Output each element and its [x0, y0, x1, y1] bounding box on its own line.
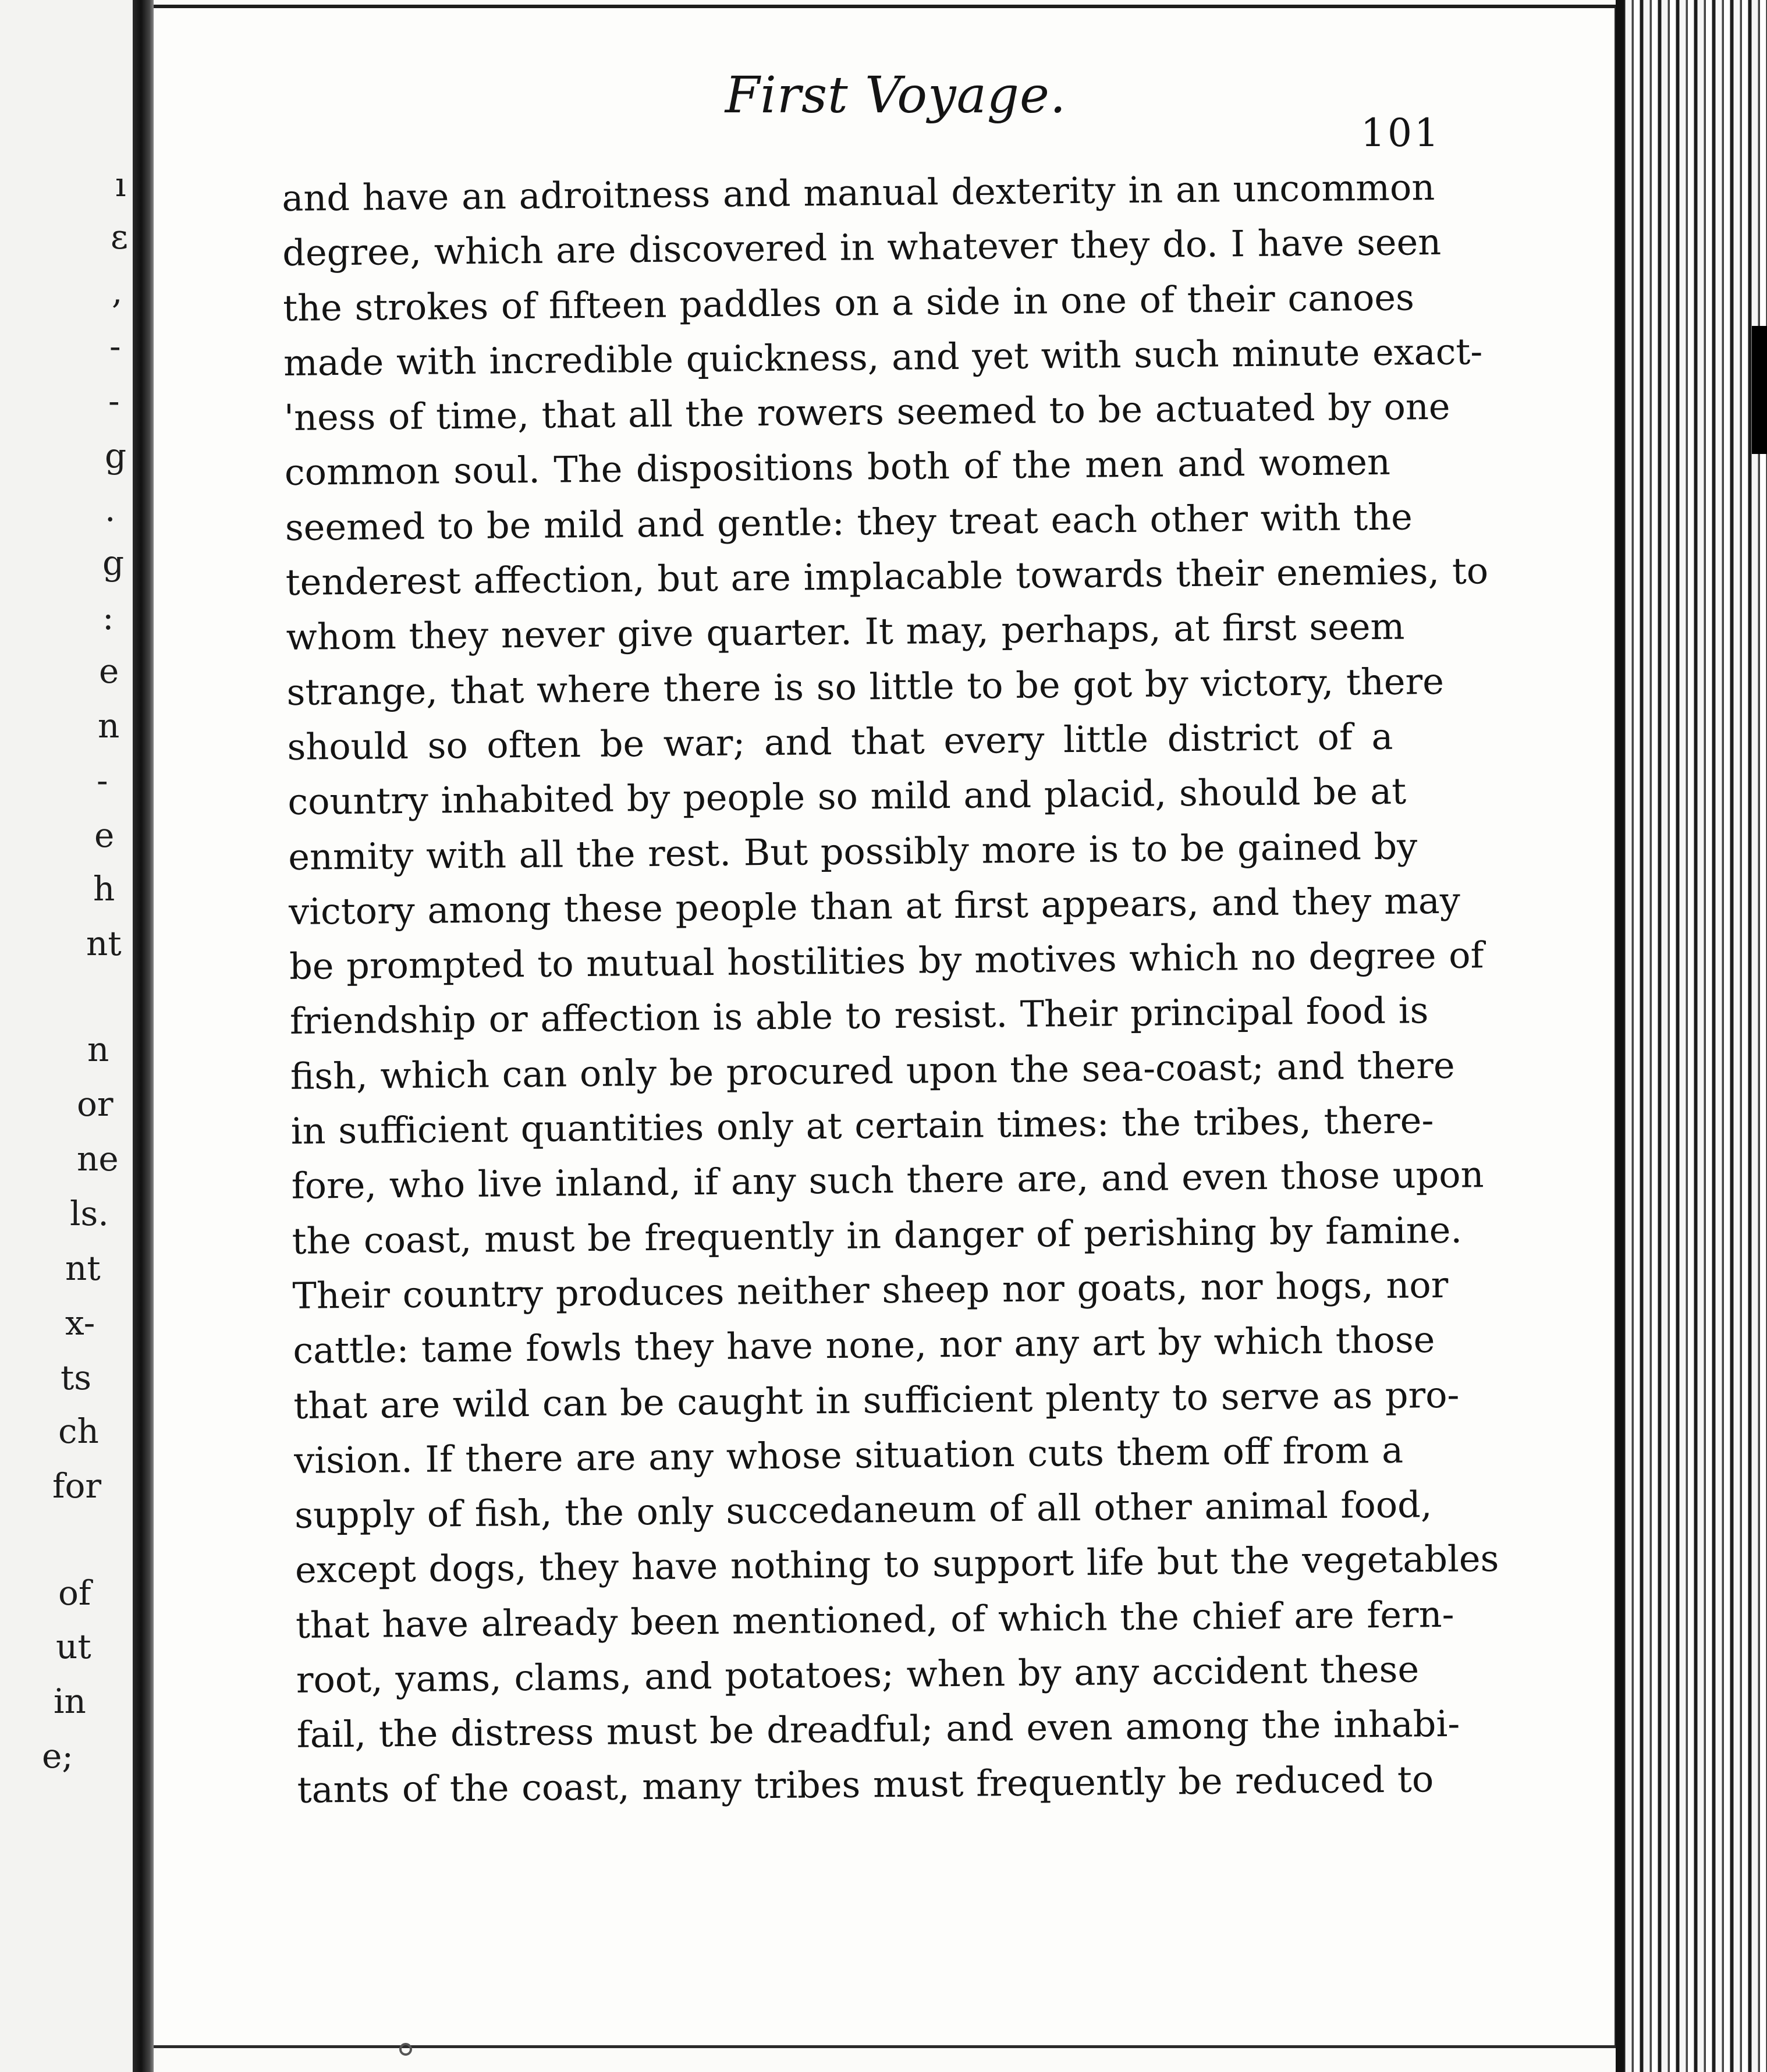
text-line: strange, that where there is so little to be got by victory, there: [286, 659, 1445, 714]
page-number: 101: [1361, 111, 1441, 155]
text-line: made with incredible quickness, and yet with such minute exact-: [283, 330, 1483, 384]
facing-page-fragment: ch: [58, 1411, 99, 1451]
book-binding-gutter: [133, 0, 154, 2072]
text-line: cattle: tame fowls they have none, nor any art by which those: [293, 1318, 1435, 1372]
facing-page-fragment: h: [93, 869, 115, 909]
facing-page-fragment: n: [87, 1030, 109, 1069]
facing-page-fragment: in: [54, 1681, 86, 1721]
text-line: Their country produces neither sheep nor goats, nor hogs, nor: [292, 1263, 1449, 1317]
text-line: tenderest affection, but are implacable towards their enemies, to: [285, 549, 1489, 604]
facing-page-fragment: -: [109, 327, 121, 366]
text-line: except dogs, they have nothing to support life but the vegetables: [294, 1537, 1499, 1592]
text-line: that are wild can be caught in sufficient plenty to serve as pro-: [293, 1373, 1460, 1427]
facing-page-fragment: g: [105, 436, 127, 476]
facing-page-fragment: for: [52, 1466, 102, 1506]
text-line: be prompted to mutual hostilities by motives which no degree of: [289, 934, 1484, 988]
facing-page-fragment: ts: [61, 1358, 92, 1397]
facing-page-fragment: or: [77, 1084, 113, 1124]
text-line: vision. If there are any whose situation cuts them off from a: [293, 1428, 1404, 1482]
facing-page-fragment: .: [105, 489, 116, 529]
text-line: whom they never give quarter. It may, perhaps, at first seem: [286, 605, 1405, 659]
facing-page-fragment: ne: [77, 1139, 119, 1179]
stacked-page-edges: [1616, 0, 1767, 2072]
text-line: enmity with all the rest. But possibly more is to be gained by: [288, 824, 1418, 878]
book-page: [154, 5, 1617, 2048]
text-line: and have an adroitness and manual dexterity in an uncommon: [282, 165, 1435, 219]
scan-dust-speck: [399, 2043, 412, 2056]
text-line: that have already been mentioned, of which the chief are fern-: [295, 1592, 1454, 1647]
text-line: the coast, must be frequently in danger of perishing by famine.: [292, 1208, 1463, 1262]
facing-page-fragment: nt: [65, 1248, 101, 1288]
facing-page-fragment: x-: [65, 1303, 95, 1343]
facing-page-fragment: e: [99, 651, 119, 691]
text-line: fish, which can only be procured upon the sea-coast; and there: [290, 1044, 1455, 1098]
text-line: fore, who live inland, if any such there are, and even those upon: [291, 1153, 1484, 1208]
text-line: tants of the coast, many tribes must frequently be reduced to: [297, 1757, 1434, 1811]
facing-page-fragment: ı: [115, 165, 126, 204]
facing-page-fragment: -: [97, 761, 108, 800]
facing-page-fragment: e;: [42, 1736, 73, 1776]
facing-page-fragment: e: [94, 815, 115, 855]
facing-page-fragment: ut: [56, 1627, 91, 1666]
text-line: supply of fish, the only succedaneum of all other animal food,: [294, 1483, 1432, 1537]
facing-page-fragment: ls.: [70, 1194, 109, 1233]
facing-page-fragment: -: [108, 381, 120, 421]
text-line: friendship or affection is able to resist. Their principal food is: [289, 989, 1429, 1043]
text-line: the strokes of fifteen paddles on a side in one of their canoes: [282, 275, 1415, 329]
text-line: root, yams, clams, and potatoes; when by any accident these: [296, 1648, 1420, 1701]
body-text: [282, 161, 1499, 1818]
text-line: common soul. The dispositions both of the men and women: [284, 441, 1391, 494]
text-line: in sufficient quantities only at certain times: the tribes, there-: [290, 1099, 1434, 1152]
text-line: 'ness of time, that all the rowers seemed to be actuated by one: [283, 385, 1450, 439]
text-line: degree, which are discovered in whatever they do. I have seen: [282, 221, 1442, 275]
facing-page-fragment: of: [58, 1573, 91, 1613]
text-line: should so often be war; and that every little district of a: [287, 715, 1393, 768]
facing-page-fragment: g: [102, 543, 125, 583]
text-line: victory among these people than at first appears, and they may: [288, 879, 1461, 933]
facing-page-fragment: nt: [86, 924, 122, 963]
facing-page-fragment: n: [98, 706, 120, 746]
page-edge-shadow: [1752, 326, 1767, 454]
facing-page-fragment: ɛ: [111, 217, 129, 257]
text-line: fail, the distress must be dreadful; and even among the inhabi-: [296, 1702, 1460, 1757]
facing-page-fragment: :: [102, 598, 114, 637]
facing-left-page: [0, 0, 134, 2072]
facing-page-fragment: ,: [112, 272, 123, 311]
running-title-text: First Voyage.: [725, 66, 1067, 125]
text-line: seemed to be mild and gentle: they treat each other with the: [285, 495, 1413, 549]
text-line: country inhabited by people so mild and placid, should be at: [288, 769, 1407, 824]
